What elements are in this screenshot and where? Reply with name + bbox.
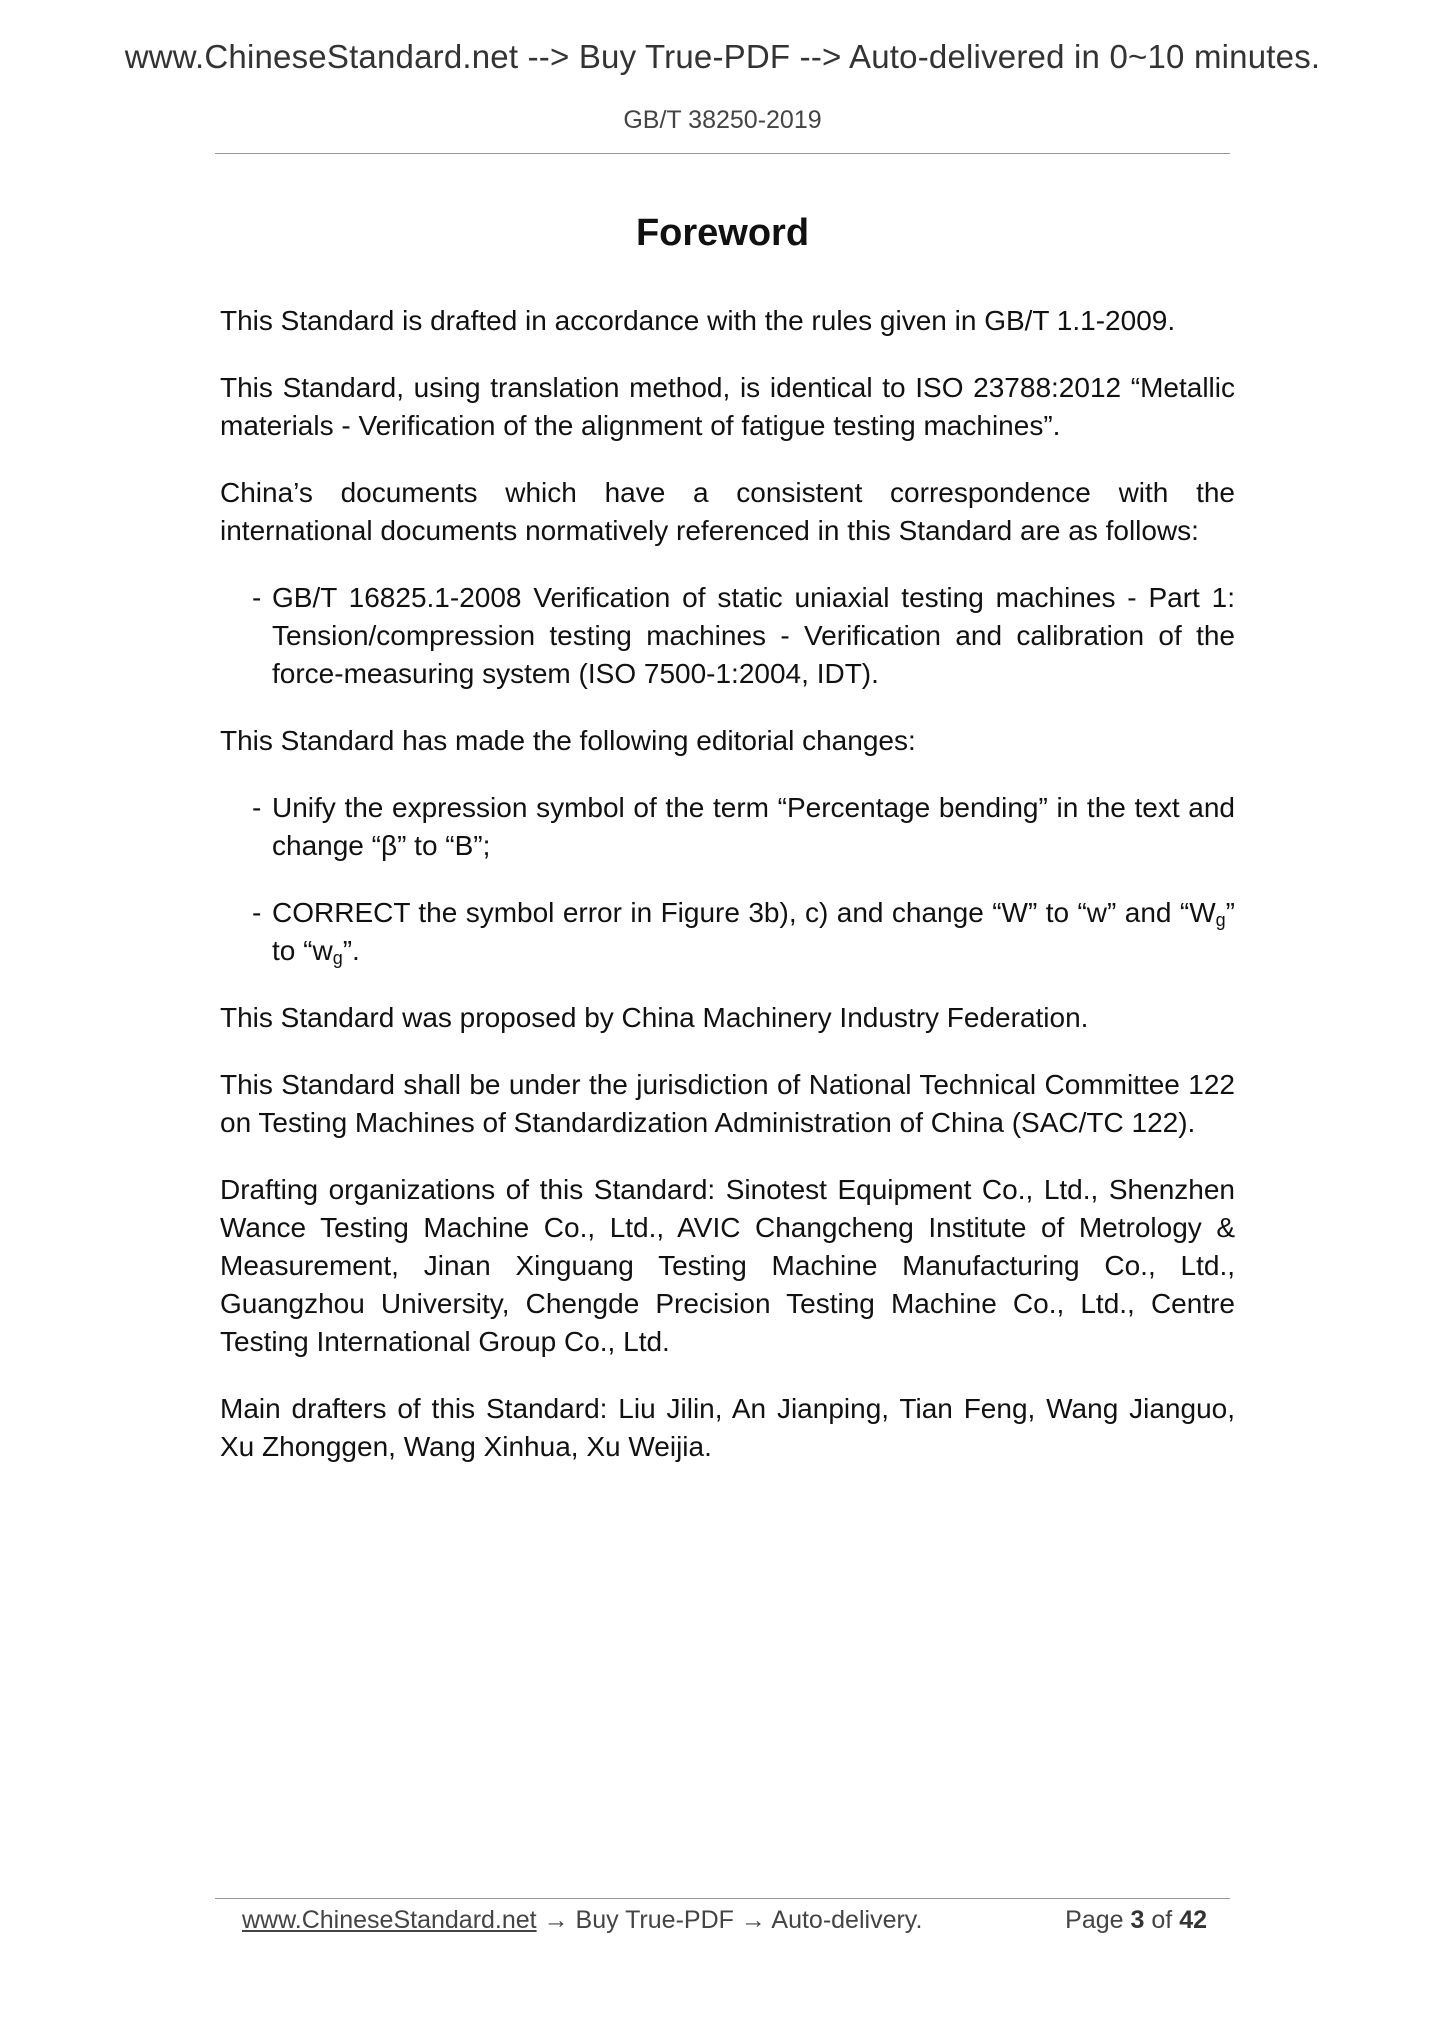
list-item-text: Unify the expression symbol of the term “Percentage bending” in the text and change “β” to “B”;: [272, 792, 1235, 861]
list-dash: -: [252, 897, 262, 928]
footer-tagline: → Buy True-PDF → Auto-delivery.: [536, 1906, 923, 1934]
paragraph-main-drafters: Main drafters of this Standard: Liu Jilin, An Jianping, Tian Feng, Wang Jianguo, Xu Zhonggen, Wang Xinhua, Xu Weijia.: [220, 1393, 1235, 1462]
list-dash: -: [252, 792, 262, 823]
paragraph-correspondence: China’s documents which have a consistent correspondence with the international documents normatively referenced in this Standard are as follows:: [220, 477, 1235, 546]
paragraph-jurisdiction: This Standard shall be under the jurisdiction of National Technical Committee 122 on Testing Machines of Standardization Administration of China (SAC/TC 122).: [220, 1069, 1235, 1138]
page-footer: [242, 1906, 1207, 1935]
footer-divider: [215, 1898, 1230, 1899]
page-label: Page: [1065, 1906, 1124, 1934]
page-title: Foreword: [635, 212, 810, 254]
page-indicator: [1065, 1906, 1207, 1935]
list-item-text-part: CORRECT the symbol error in Figure 3b), c) and change “W” to “w” and “W: [272, 897, 1216, 928]
list-item-text: GB/T 16825.1-2008 Verification of static uniaxial testing machines - Part 1: Tension/compression testing machines - Verification and calibration of the force-measuring system (ISO 7500-1:2004, IDT).: [272, 582, 1235, 689]
top-banner: www.ChineseStandard.net --> Buy True-PDF --> Auto-delivered in 0~10 minutes.: [124, 38, 1321, 75]
list-dash: -: [252, 582, 262, 613]
list-item-correspondence: [252, 579, 1235, 693]
page-of-label: of: [1151, 1906, 1173, 1934]
paragraph-drafting-organizations: Drafting organizations of this Standard: Sinotest Equipment Co., Ltd., Shenzhen Wance Testing Machine Co., Ltd., AVIC Changcheng Institute of Metrology & Measurement, Jinan Xinguang Testing Machine Manufacturing Co., Ltd., Guangzhou University, Chengde Precision Testing Machine Co., Ltd., Centre Testing International Group Co., Ltd.: [220, 1174, 1235, 1357]
paragraph-proposed-by: This Standard was proposed by China Machinery Industry Federation.: [220, 1002, 1089, 1033]
paragraph-drafting-rules: This Standard is drafted in accordance with the rules given in GB/T 1.1-2009.: [220, 305, 1176, 336]
footer-site-link[interactable]: www.ChineseStandard.net: [242, 1906, 537, 1934]
paragraph-editorial-changes: This Standard has made the following editorial changes:: [220, 725, 916, 756]
paragraph-translation-method: This Standard, using translation method, is identical to ISO 23788:2012 “Metallic materials - Verification of the alignment of fatigue testing machines”.: [220, 372, 1235, 441]
page-total: 42: [1179, 1906, 1207, 1934]
document-code: GB/T 38250-2019: [623, 106, 822, 134]
list-item-editorial-figure: [252, 894, 1235, 970]
page-current: 3: [1130, 1906, 1145, 1934]
subscript-g: g: [1215, 910, 1226, 930]
subscript-g: g: [332, 948, 343, 968]
list-item-text: [272, 894, 1235, 970]
header-divider: [215, 153, 1230, 154]
list-item-text-part: ” to “w: [272, 897, 1235, 966]
list-item-editorial-symbol: [252, 789, 1235, 865]
document-body: [220, 302, 1235, 1466]
list-item-text-part: ”.: [342, 935, 360, 966]
footer-left: [242, 1906, 922, 1935]
